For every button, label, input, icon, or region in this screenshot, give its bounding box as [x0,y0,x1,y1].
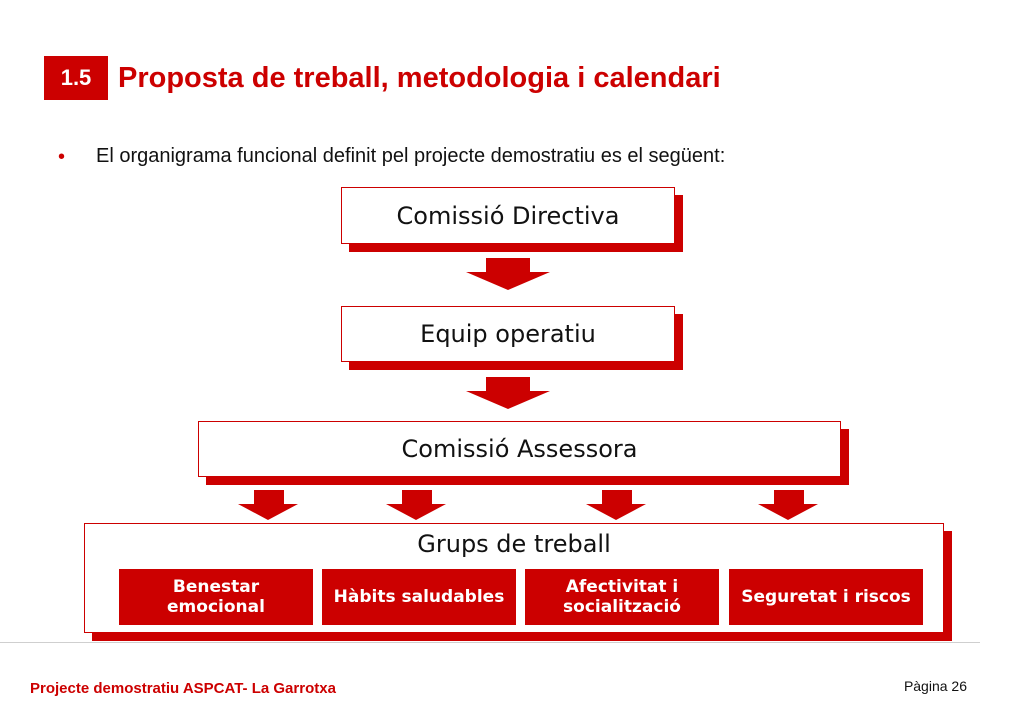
node-equip-operatiu: Equip operatiu [341,306,675,362]
arrow-down-group-3 [586,490,648,522]
footer-project-name: Projecte demostratiu ASPCAT- La Garrotxa [30,680,336,697]
intro-text: El organigrama funcional definit pel projecte demostratiu es el següent: [96,145,726,167]
groups-title: Grups de treball [417,530,611,558]
groups-container [84,523,944,633]
footer-divider [0,642,980,643]
page-title: Proposta de treball, metodologia i calendari [118,62,721,94]
group-benestar-emocional: Benestar emocional [119,569,313,625]
arrow-down-group-1 [238,490,300,522]
arrow-down-2 [466,377,552,411]
section-number-badge: 1.5 [44,56,108,100]
footer-page-number: Pàgina 26 [903,678,967,694]
group-seguretat-riscos: Seguretat i riscos [729,569,923,625]
node-comissio-assessora: Comissió Assessora [198,421,841,477]
bullet-marker: • [58,146,66,168]
arrow-down-1 [466,258,552,292]
node-comissio-directiva: Comissió Directiva [341,187,675,244]
group-habits-saludables: Hàbits saludables [322,569,516,625]
arrow-down-group-2 [386,490,448,522]
group-afectivitat-socialitzacio: Afectivitat i socialització [525,569,719,625]
arrow-down-group-4 [758,490,820,522]
